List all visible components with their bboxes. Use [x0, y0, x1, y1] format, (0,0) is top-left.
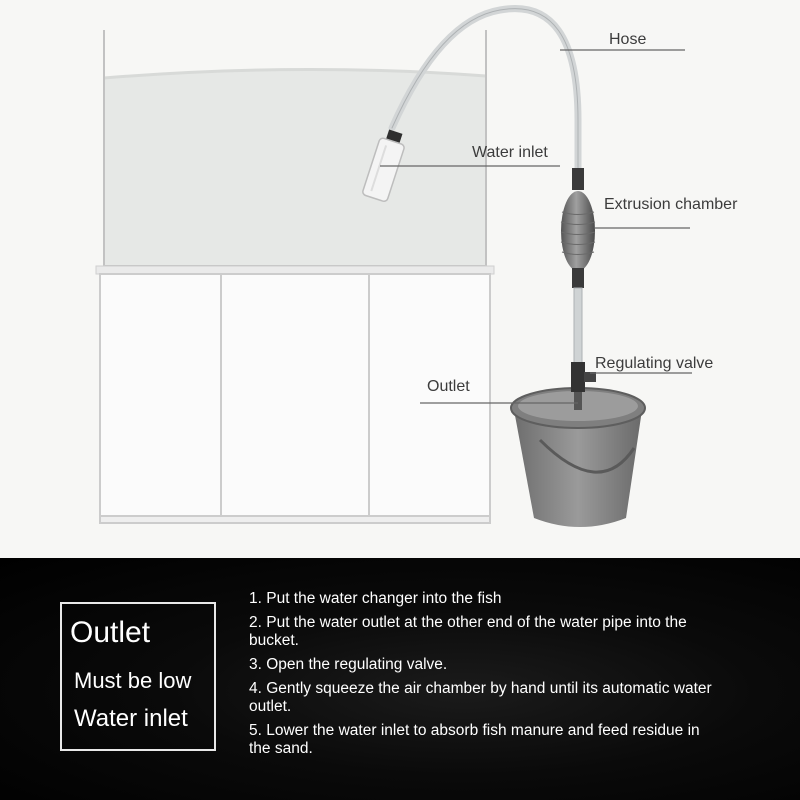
label-extrusion-chamber: Extrusion chamber [604, 196, 738, 213]
label-regulating-valve: Regulating valve [595, 355, 714, 372]
label-water-inlet: Water inlet [472, 144, 548, 161]
step-item: 2. Put the water outlet at the other end of the water pipe into the bucket. [249, 614, 687, 649]
step-item: 5. Lower the water inlet to absorb fish manure and feed residue in the sand. [249, 722, 700, 757]
step-item: 4. Gently squeeze the air chamber by hand until its automatic water outlet. [249, 680, 712, 715]
aquarium-tank [96, 30, 494, 274]
tank-water [104, 69, 486, 266]
lower-hose [574, 288, 582, 366]
instruction-panel [0, 558, 800, 800]
note-water-inlet: Water inlet [74, 705, 188, 732]
step-item: 3. Open the regulating valve. [249, 656, 448, 673]
aquarium-cabinet [100, 274, 490, 523]
note-outlet: Outlet [70, 616, 151, 649]
cabinet-body [100, 274, 490, 516]
note-must-be-low: Must be low [74, 668, 192, 693]
label-hose: Hose [609, 31, 647, 48]
label-outlet: Outlet [427, 378, 470, 395]
steps-list [249, 590, 719, 764]
tank-base [96, 266, 494, 274]
note-box [60, 602, 216, 751]
cabinet-plinth [100, 516, 490, 523]
step-item: 1. Put the water changer into the fish [249, 590, 502, 607]
extrusion-chamber [561, 168, 595, 288]
